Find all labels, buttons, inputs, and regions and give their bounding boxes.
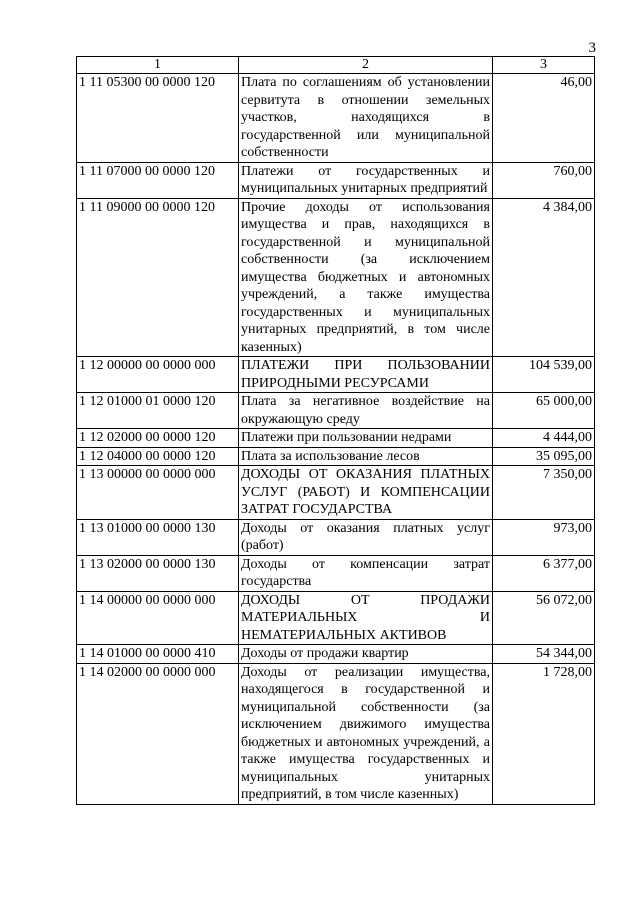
row-amount: 35 095,00 [493,447,595,466]
row-name: Платежи при пользовании недрами [239,429,493,448]
row-name: Платежи от государственных и муниципальных унитарных предприятий [239,162,493,198]
row-code: 1 13 01000 00 0000 130 [77,519,239,555]
row-code: 1 11 09000 00 0000 120 [77,198,239,357]
table-header-row [77,57,595,74]
row-name: Доходы от оказания платных услуг (работ) [239,519,493,555]
row-amount: 7 350,00 [493,466,595,520]
row-amount: 1 728,00 [493,663,595,804]
row-code: 1 14 00000 00 0000 000 [77,591,239,645]
table-row [77,447,595,466]
row-amount: 4 444,00 [493,429,595,448]
row-name: Плата за использование лесов [239,447,493,466]
row-name: Доходы от компенсации затрат государства [239,555,493,591]
table-row [77,519,595,555]
row-amount: 104 539,00 [493,357,595,393]
table-row [77,198,595,357]
row-code: 1 12 01000 01 0000 120 [77,393,239,429]
row-amount: 56 072,00 [493,591,595,645]
row-amount: 54 344,00 [493,645,595,664]
table-row [77,393,595,429]
table-row [77,591,595,645]
row-code: 1 11 05300 00 0000 120 [77,74,239,163]
row-name: ДОХОДЫ ОТ ОКАЗАНИЯ ПЛАТНЫХ УСЛУГ (РАБОТ) И КОМПЕНСАЦИИ ЗАТРАТ ГОСУДАРСТВА [239,466,493,520]
row-name: Доходы от продажи квартир [239,645,493,664]
row-amount: 973,00 [493,519,595,555]
table-row [77,74,595,163]
table-row [77,466,595,520]
revenue-table [76,56,595,805]
row-code: 1 13 00000 00 0000 000 [77,466,239,520]
row-name: Плата по соглашениям об установлении сервитута в отношении земельных участков, находящихся в государственной или муниципальной собственности [239,74,493,163]
table-row [77,429,595,448]
row-name: Прочие доходы от использования имущества и прав, находящихся в государственной и муниципальной собственности (за исключением имущества бюджетных и автономных учреждений, а также имущества государственных и муниципальных унитарных предприятий, в том числе казенных) [239,198,493,357]
row-code: 1 12 04000 00 0000 120 [77,447,239,466]
row-amount: 4 384,00 [493,198,595,357]
row-name: Доходы от реализации имущества, находящегося в государственной и муниципальной собственности (за исключением движимого имущества бюджетных и автономных учреждений, а также имущества государственных и муниципальных унитарных предприятий, в том числе казенных) [239,663,493,804]
page-number: 3 [588,40,596,56]
table-row [77,162,595,198]
row-amount: 6 377,00 [493,555,595,591]
row-amount: 760,00 [493,162,595,198]
row-code: 1 12 00000 00 0000 000 [77,357,239,393]
table-row [77,645,595,664]
column-header-code: 1 [77,57,239,74]
row-name: Плата за негативное воздействие на окружающую среду [239,393,493,429]
row-code: 1 13 02000 00 0000 130 [77,555,239,591]
column-header-name: 2 [239,57,493,74]
table-row [77,357,595,393]
row-code: 1 14 01000 00 0000 410 [77,645,239,664]
row-amount: 65 000,00 [493,393,595,429]
table-row [77,555,595,591]
column-header-amount: 3 [493,57,595,74]
row-code: 1 12 02000 00 0000 120 [77,429,239,448]
row-name: ПЛАТЕЖИ ПРИ ПОЛЬЗОВАНИИ ПРИРОДНЫМИ РЕСУРСАМИ [239,357,493,393]
row-code: 1 11 07000 00 0000 120 [77,162,239,198]
row-code: 1 14 02000 00 0000 000 [77,663,239,804]
row-name: ДОХОДЫ ОТ ПРОДАЖИ МАТЕРИАЛЬНЫХ И НЕМАТЕРИАЛЬНЫХ АКТИВОВ [239,591,493,645]
row-amount: 46,00 [493,74,595,163]
table-row [77,663,595,804]
